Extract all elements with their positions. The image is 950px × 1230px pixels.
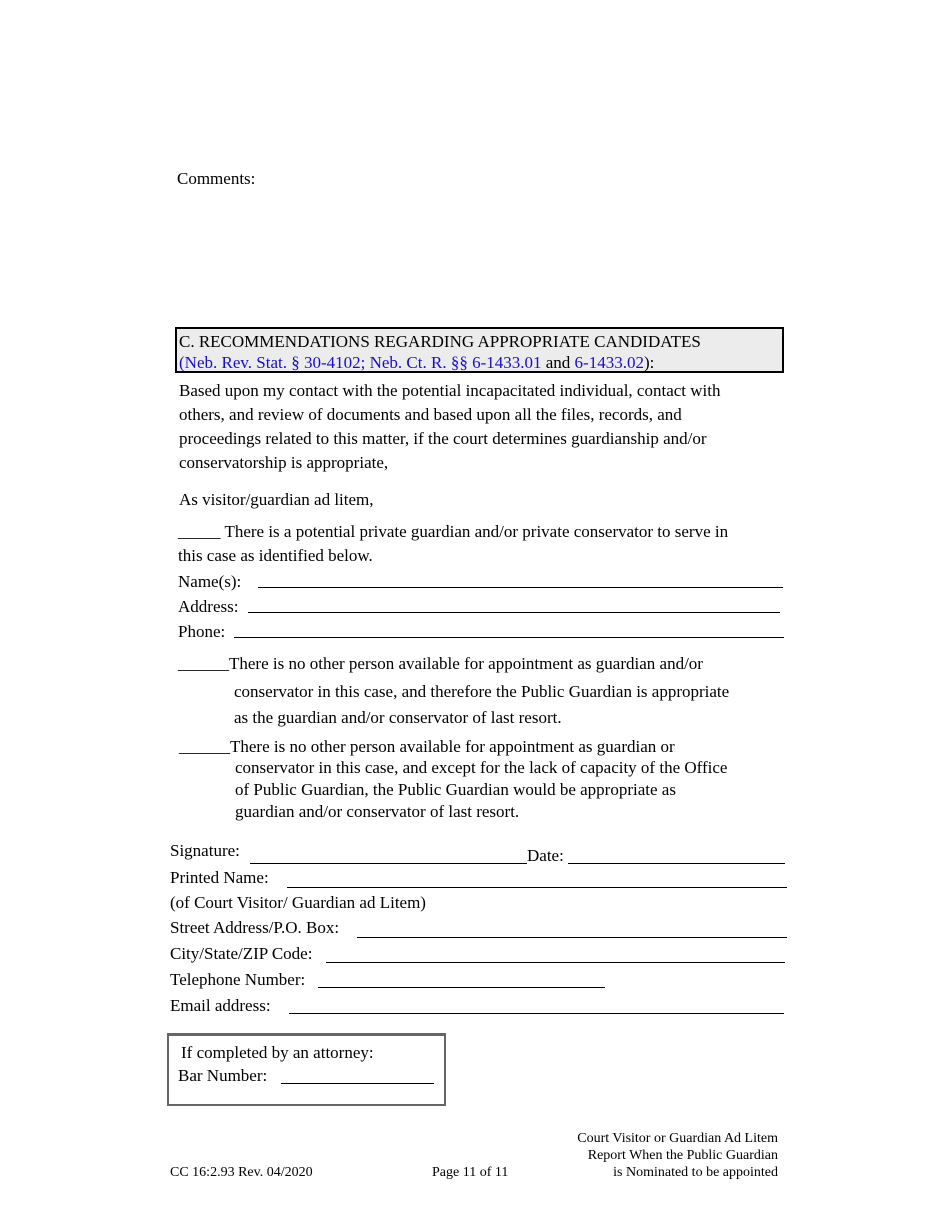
comments-label: Comments: — [177, 169, 256, 188]
street-address-label: Street Address/P.O. Box: — [170, 918, 340, 937]
email-field[interactable] — [289, 1013, 784, 1014]
option-public-guardian-capacity — [179, 735, 675, 759]
address-field[interactable] — [248, 612, 780, 613]
option1-checkbox-blank[interactable]: _____ — [178, 522, 221, 541]
section-c-citation — [179, 352, 782, 373]
telephone-field[interactable] — [318, 987, 605, 988]
footer-title-line1: Court Visitor or Guardian Ad Litem — [577, 1131, 778, 1146]
citation-and: and — [541, 353, 575, 372]
signature-label: Signature: — [170, 841, 240, 860]
phone-field[interactable] — [234, 637, 784, 638]
option2-text-line2: conservator in this case, and therefore the Public Guardian is appropriate — [234, 682, 730, 701]
printed-name-label: Printed Name: — [170, 868, 269, 887]
option2-text-line3: as the guardian and/or conservator of last resort. — [234, 708, 562, 727]
option1-text: There is a potential private guardian and/or private conservator to serve in — [220, 522, 729, 541]
intro-line: Based upon my contact with the potential incapacitated individual, contact with — [179, 381, 721, 400]
section-c-header — [175, 327, 784, 373]
option1-text-cont: this case as identified below. — [178, 546, 373, 565]
signature-field[interactable] — [250, 863, 527, 864]
statute-link[interactable]: Neb. Rev. Stat. § 30-4102; Neb. Ct. R. §§ 6-1433.01 — [184, 353, 542, 372]
email-label: Email address: — [170, 996, 271, 1015]
names-field[interactable] — [258, 587, 783, 588]
intro-line: proceedings related to this matter, if the court determines guardianship and/or — [179, 429, 707, 448]
footer-form-number: CC 16:2.93 Rev. 04/2020 — [170, 1165, 313, 1180]
option3-text-line3: of Public Guardian, the Public Guardian would be appropriate as — [235, 780, 676, 799]
footer-form-title — [577, 1130, 778, 1181]
address-label: Address: — [178, 597, 239, 616]
option2-checkbox-blank[interactable]: ______ — [178, 654, 229, 673]
as-visitor-text: As visitor/guardian ad litem, — [179, 490, 374, 509]
street-address-field[interactable] — [357, 937, 787, 938]
city-state-zip-label: City/State/ZIP Code: — [170, 944, 313, 963]
option3-checkbox-blank[interactable]: ______ — [179, 737, 230, 756]
section-c-heading: C. RECOMMENDATIONS REGARDING APPROPRIATE CANDIDATES — [179, 332, 701, 351]
option2-text: There is no other person available for appointment as guardian and/or — [229, 654, 703, 673]
names-label: Name(s): — [178, 572, 242, 591]
telephone-label: Telephone Number: — [170, 970, 306, 989]
footer-page-number: Page 11 of 11 — [432, 1165, 509, 1180]
option3-text-line4: guardian and/or conservator of last resort. — [235, 802, 520, 821]
date-label: Date: — [527, 846, 564, 865]
attorney-box-title: If completed by an attorney: — [181, 1043, 374, 1062]
footer-title-line3: is Nominated to be appointed — [613, 1165, 778, 1180]
citation-close: ): — [643, 353, 655, 372]
of-court-visitor-note: (of Court Visitor/ Guardian ad Litem) — [170, 893, 426, 912]
bar-number-label: Bar Number: — [178, 1066, 268, 1085]
printed-name-field[interactable] — [287, 887, 787, 888]
intro-paragraph — [179, 379, 721, 475]
citation-open: ( — [179, 353, 185, 372]
bar-number-field[interactable] — [281, 1083, 434, 1084]
option-public-guardian — [178, 652, 703, 676]
option3-text: There is no other person available for appointment as guardian or — [230, 737, 675, 756]
intro-line: conservatorship is appropriate, — [179, 453, 389, 472]
rule-link[interactable]: 6-1433.02 — [574, 353, 644, 372]
city-state-zip-field[interactable] — [326, 962, 785, 963]
option3-text-cont — [235, 757, 727, 823]
phone-label: Phone: — [178, 622, 226, 641]
date-field[interactable] — [568, 863, 785, 864]
option3-text-line2: conservator in this case, and except for the lack of capacity of the Office — [235, 758, 728, 777]
intro-line: others, and review of documents and based upon all the files, records, and — [179, 405, 682, 424]
footer-title-line2: Report When the Public Guardian — [587, 1148, 778, 1163]
option-private-guardian — [178, 520, 728, 568]
